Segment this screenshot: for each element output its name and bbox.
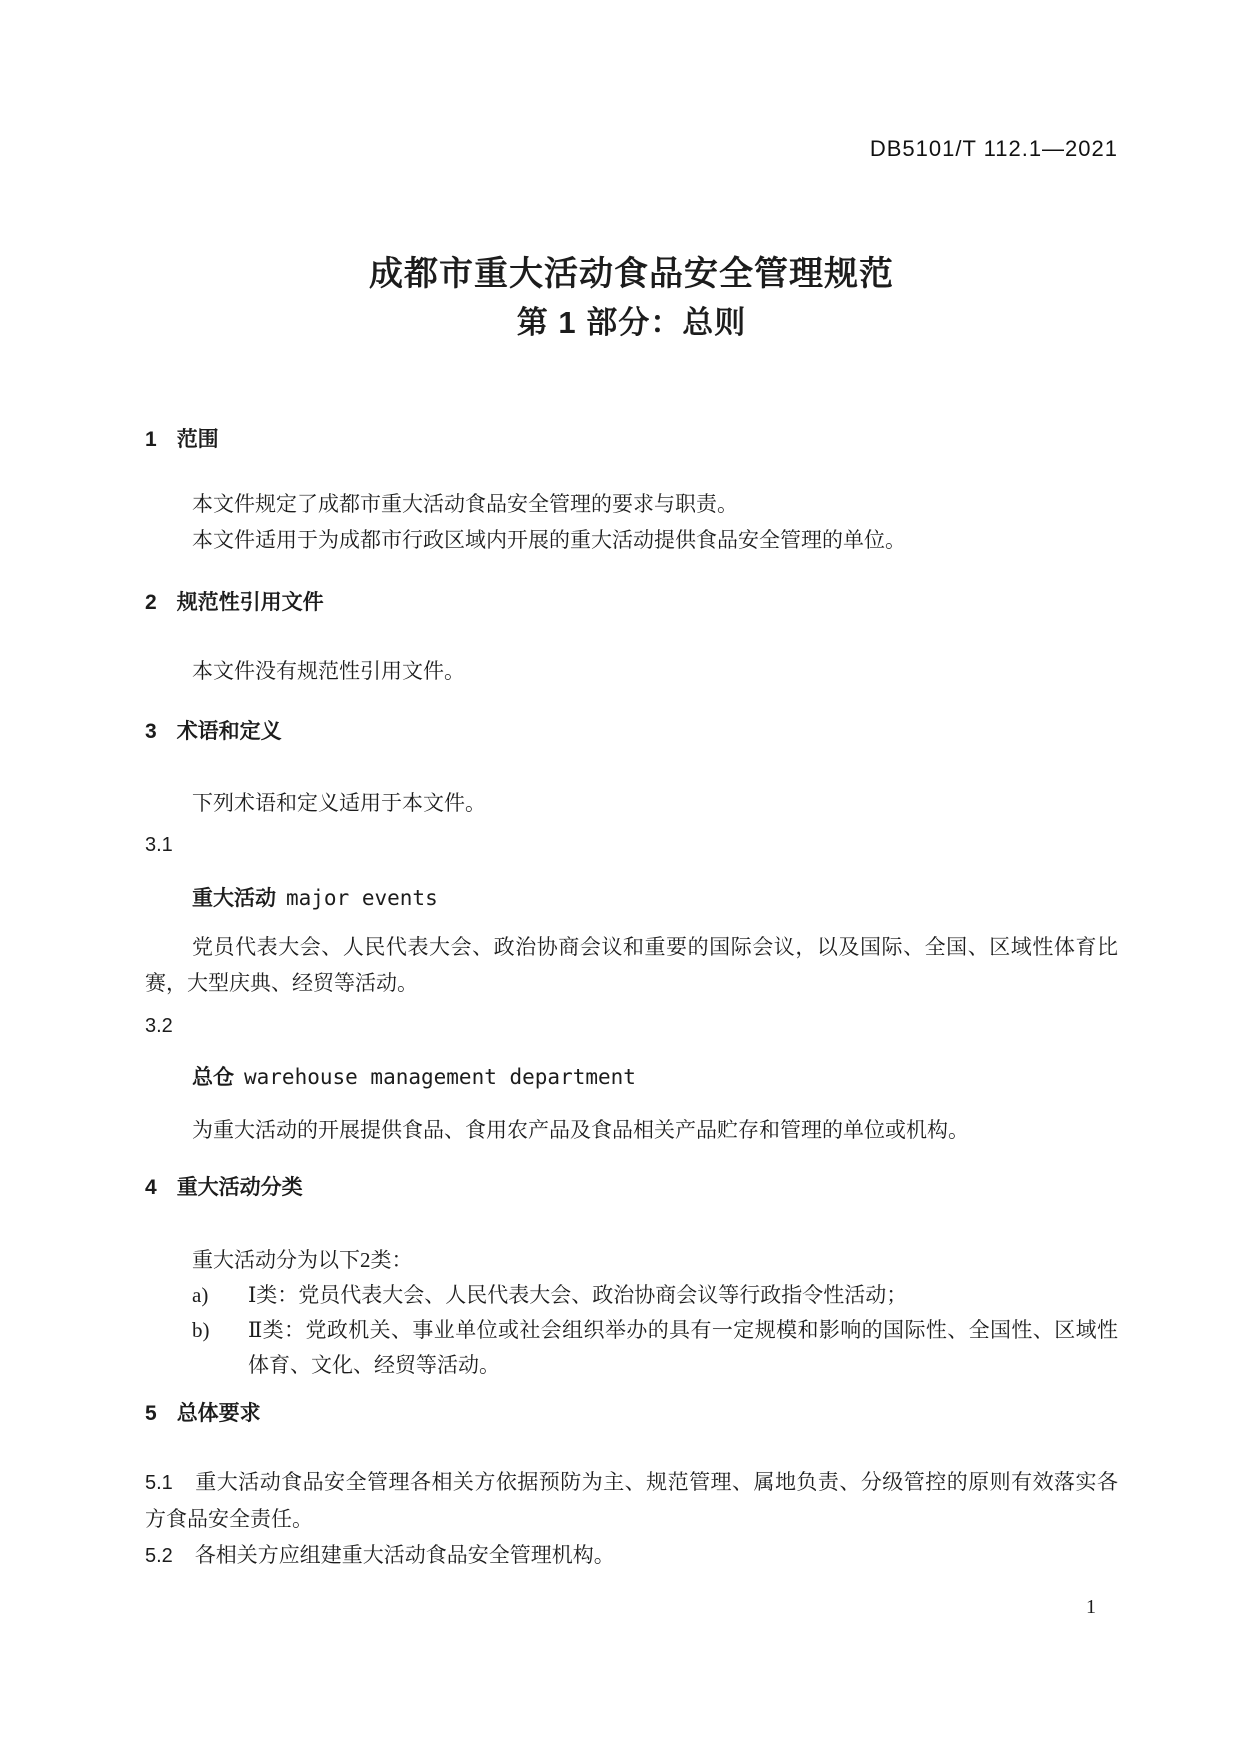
term-1-english: major events	[286, 886, 438, 910]
section-1-heading	[145, 426, 1118, 453]
section-5-title: 总体要求	[176, 1402, 261, 1425]
section-4-title: 重大活动分类	[176, 1176, 303, 1199]
clause-5-2	[145, 1537, 1118, 1574]
clause-5-1-text: 重大活动食品安全管理各相关方依据预防为主、规范管理、属地负责、分级管控的原则有效落实各方食品安全责任。	[145, 1470, 1118, 1531]
term-2-line	[145, 1062, 1118, 1093]
term-1-number: 3.1	[145, 834, 173, 856]
document-subtitle: 第 1 部分：总则	[516, 305, 747, 340]
clause-5-2-text: 各相关方应组建重大活动食品安全管理机构。	[194, 1543, 615, 1567]
section-4-number: 4	[145, 1176, 157, 1199]
section-3-title: 术语和定义	[176, 720, 282, 743]
list-item-b-text: Ⅱ类：党政机关、事业单位或社会组织举办的具有一定规模和影响的国际性、全国性、区域性体育、文化、经贸等活动。	[248, 1318, 1118, 1377]
clause-5-2-number: 5.2	[145, 1545, 173, 1567]
document-title: 成都市重大活动食品安全管理规范	[369, 255, 894, 293]
clause-5-1-number: 5.1	[145, 1472, 173, 1494]
section-2-number: 2	[145, 591, 157, 614]
section-1-paragraph-2: 本文件适用于为成都市行政区域内开展的重大活动提供食品安全管理的单位。	[192, 528, 906, 552]
section-3-number: 3	[145, 720, 157, 743]
section-1-number: 1	[145, 428, 157, 451]
clause-5-1	[145, 1464, 1118, 1537]
list-item-a-text: Ⅰ类：党员代表大会、人民代表大会、政治协商会议等行政指令性活动；	[248, 1283, 908, 1307]
list-item-b	[145, 1313, 1118, 1383]
term-1-name: 重大活动	[192, 887, 276, 910]
term-2-english: warehouse management department	[244, 1065, 636, 1089]
section-1-paragraph-1: 本文件规定了成都市重大活动食品安全管理的要求与职责。	[192, 492, 738, 516]
list-item-a-marker: a)	[192, 1283, 209, 1307]
term-2-number: 3.2	[145, 1015, 173, 1037]
list-item-b-marker: b)	[192, 1318, 210, 1342]
section-5-heading	[145, 1400, 1118, 1427]
term-2-name: 总仓	[192, 1066, 234, 1089]
term-2-definition: 为重大活动的开展提供食品、食用农产品及食品相关产品贮存和管理的单位或机构。	[192, 1118, 969, 1142]
list-item-a	[145, 1278, 1118, 1313]
doc-number: DB5101/T 112.1—2021	[869, 136, 1118, 161]
term-1-definition: 党员代表大会、人民代表大会、政治协商会议和重要的国际会议，以及国际、全国、区域性体育比赛，大型庆典、经贸等活动。	[145, 935, 1118, 995]
page-number: 1	[1086, 1596, 1096, 1618]
section-3-heading	[145, 718, 1118, 745]
section-4-heading	[145, 1174, 1118, 1201]
section-1-title: 范围	[176, 428, 219, 451]
section-5-number: 5	[145, 1402, 157, 1425]
section-2-title: 规范性引用文件	[176, 591, 324, 614]
term-1-line	[145, 883, 1118, 914]
section-4-intro: 重大活动分为以下2类：	[192, 1248, 413, 1272]
section-2-paragraph-1: 本文件没有规范性引用文件。	[192, 659, 465, 683]
section-3-intro: 下列术语和定义适用于本文件。	[192, 791, 486, 815]
document-body	[145, 0, 1118, 1574]
section-2-heading	[145, 589, 1118, 616]
